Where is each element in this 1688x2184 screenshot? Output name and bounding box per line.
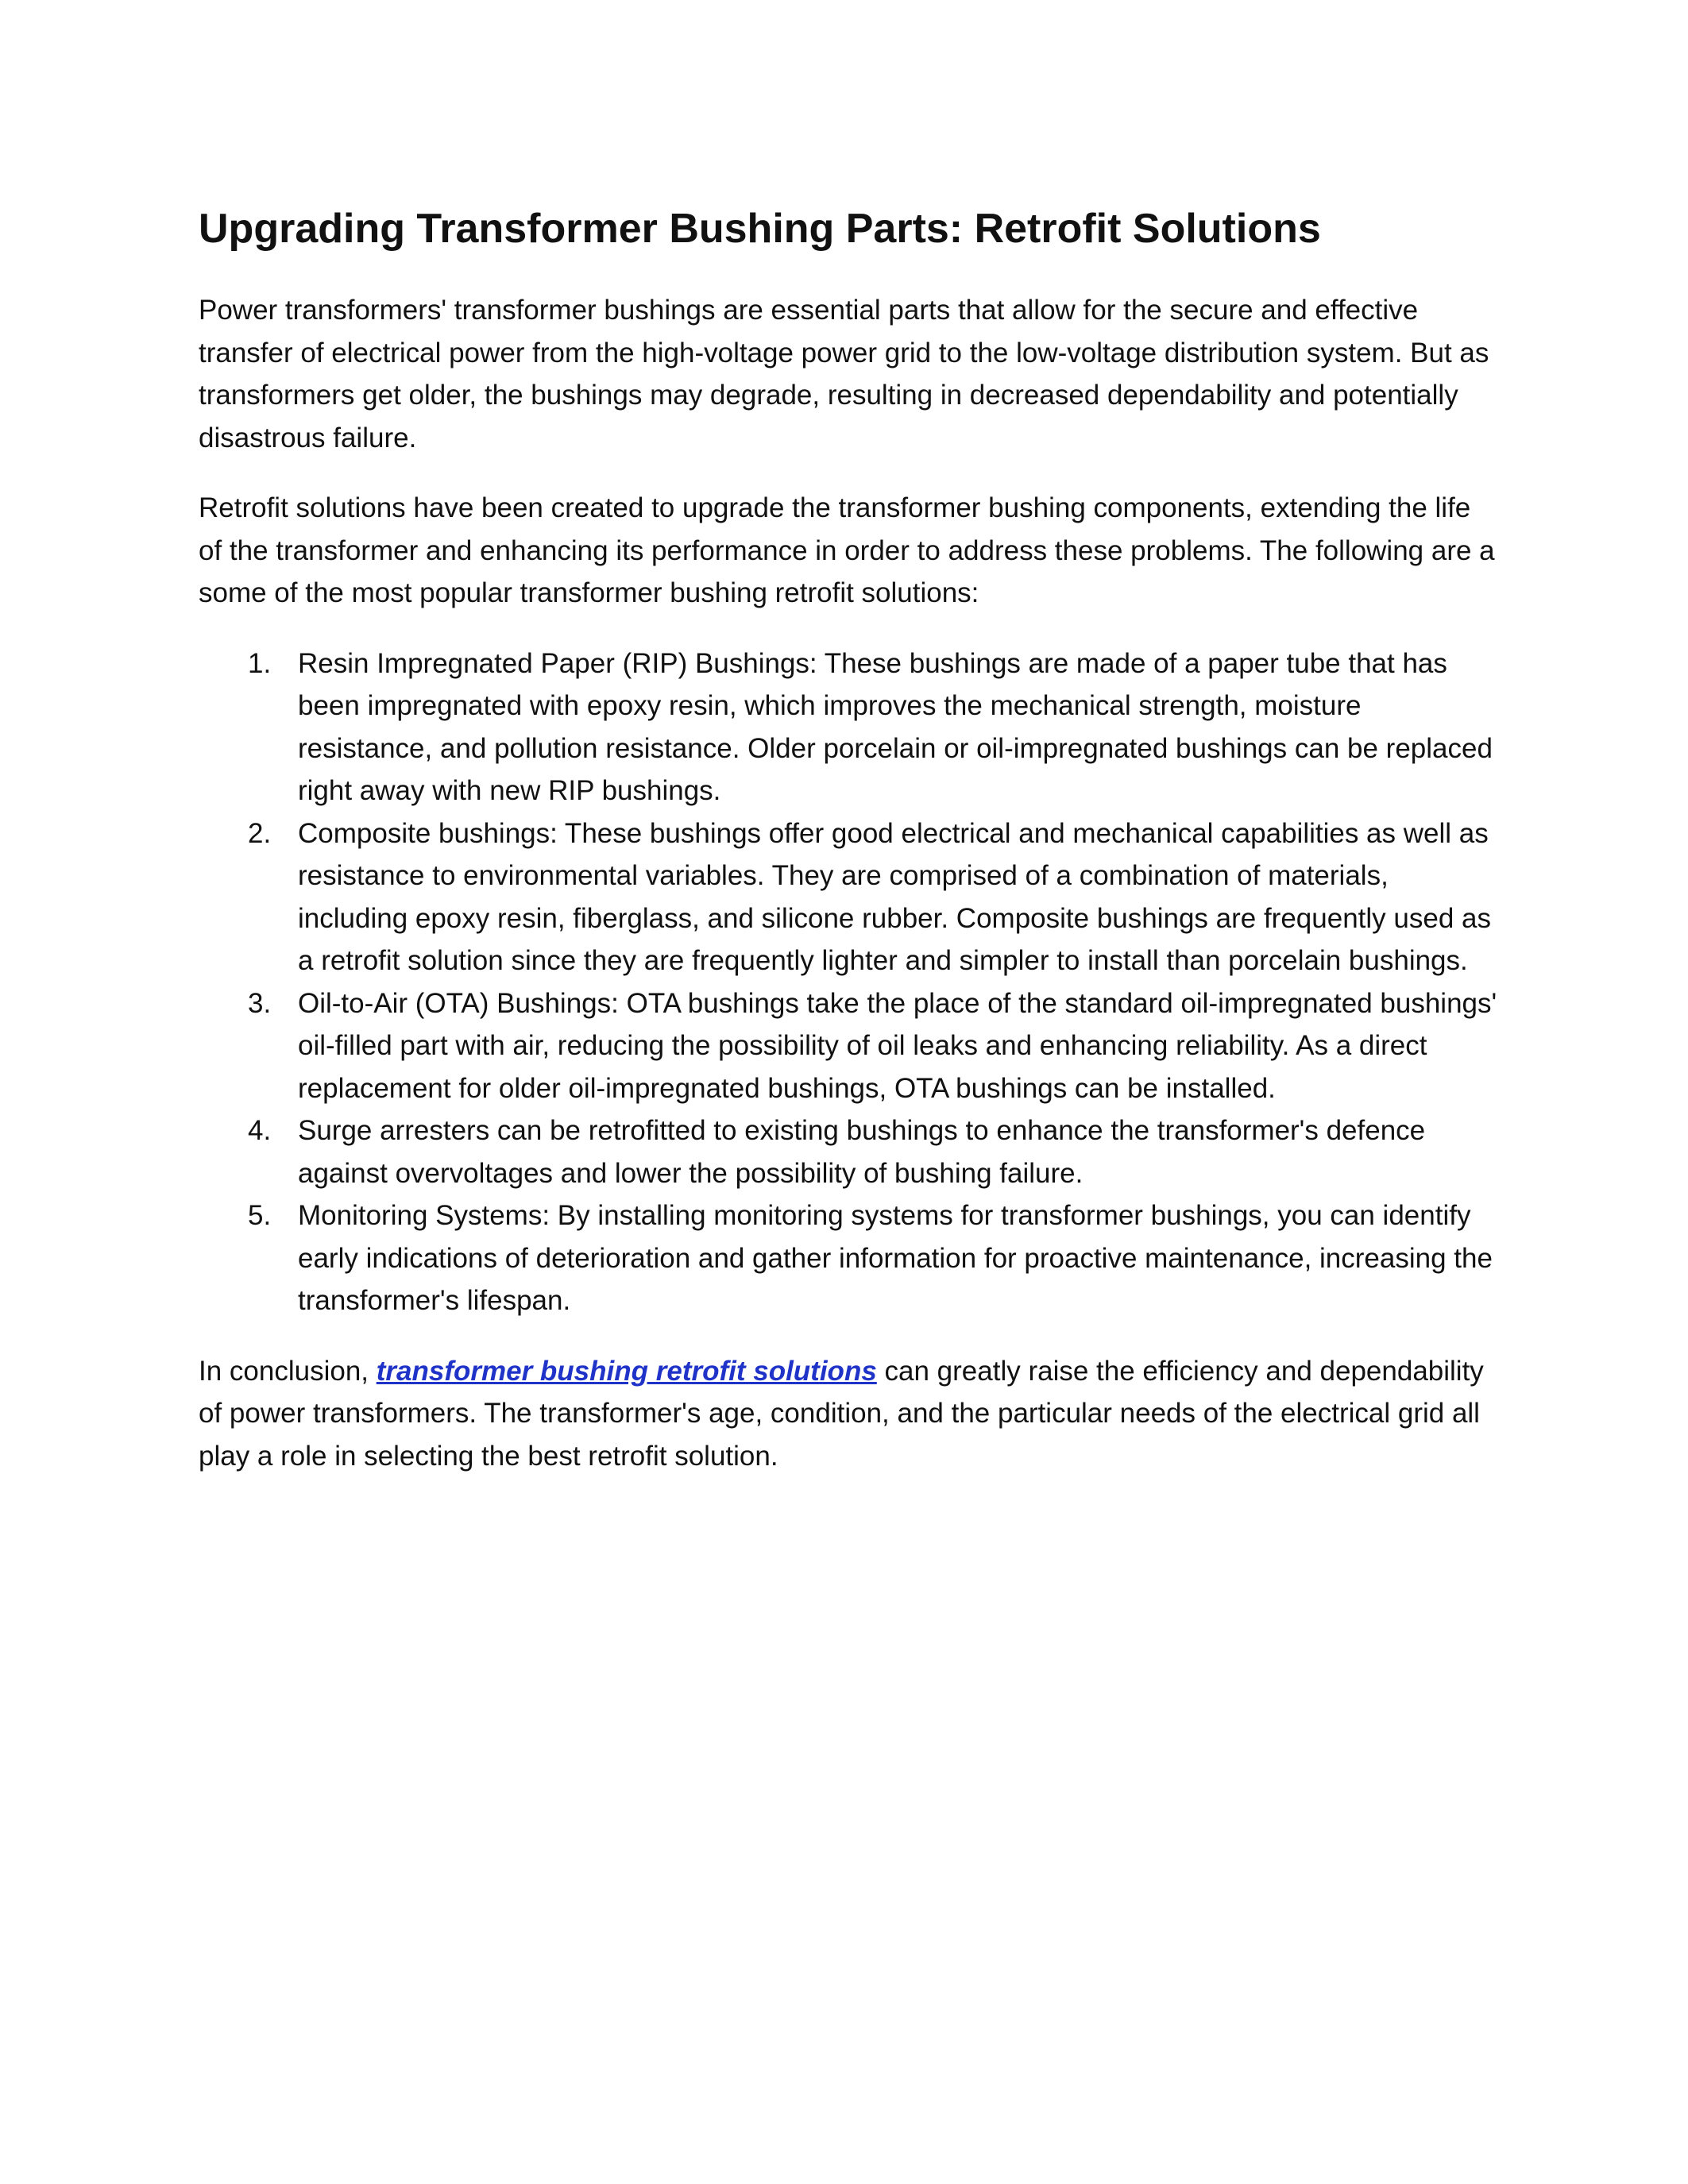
list-item-number: 3.	[248, 987, 272, 1019]
lead-in-paragraph: Retrofit solutions have been created to upgrade the transformer bushing components, extending the life of the transformer and enhancing its performance in order to address these problems. The following are a some of the most popular transformer bushing retrofit solutions:	[199, 492, 1495, 608]
list-item-number: 4.	[248, 1115, 272, 1146]
list-item	[199, 642, 1501, 812]
list-item-text: Composite bushings: These bushings offer good electrical and mechanical capabilities as well as resistance to environmental variables. They are comprised of a combination of materials, including epoxy resin, fiberglass, and silicone rubber. Composite bushings are frequently used as a retrofit solution since they are frequently lighter and simpler to install than porcelain bushings.	[298, 817, 1491, 976]
intro-paragraph: Power transformers' transformer bushings are essential parts that allow for the secure and effective transfer of electrical power from the high-voltage power grid to the low-voltage distribution system. But as transformers get older, the bushings may degrade, resulting in decreased dependability and potentially disastrous failure.	[199, 295, 1489, 453]
conclusion-paragraph	[199, 1350, 1501, 1478]
document-body	[199, 200, 1501, 1477]
list-item	[199, 1194, 1501, 1322]
conclusion-before-link: In conclusion,	[199, 1355, 377, 1387]
list-item-text: Resin Impregnated Paper (RIP) Bushings: These bushings are made of a paper tube that has been impregnated with epoxy resin, which improves the mechanical strength, moisture resistance, and pollution resistance. Older porcelain or oil-impregnated bushings can be replaced right away with new RIP bushings.	[298, 647, 1493, 806]
list-item	[199, 812, 1501, 982]
list-item-number: 5.	[248, 1200, 272, 1231]
retrofit-solutions-list	[199, 642, 1501, 1322]
retrofit-solutions-link[interactable]: transformer bushing retrofit solutions	[376, 1355, 877, 1387]
list-item-text: Surge arresters can be retrofitted to existing bushings to enhance the transformer's defence against overvoltages and lower the possibility of bushing failure.	[298, 1115, 1426, 1189]
list-item-number: 2.	[248, 817, 272, 849]
list-item-text: Oil-to-Air (OTA) Bushings: OTA bushings take the place of the standard oil-impregnated bushings' oil-filled part with air, reducing the possibility of oil leaks and enhancing reliability. As a direct replacement for older oil-impregnated bushings, OTA bushings can be installed.	[298, 987, 1497, 1104]
list-item-text: Monitoring Systems: By installing monitoring systems for transformer bushings, you can identify early indications of deterioration and gather information for proactive maintenance, increasing the transformer's lifespan.	[298, 1200, 1493, 1316]
list-item	[199, 1109, 1501, 1194]
list-item-number: 1.	[248, 647, 272, 679]
list-item	[199, 982, 1501, 1110]
conclusion-after-link: can greatly raise the efficiency and dependability of power transformers. The transformer's age, condition, and the particular needs of the electrical grid all play a role in selecting the best retrofit solution.	[199, 1355, 1484, 1472]
page-title: Upgrading Transformer Bushing Parts: Retrofit Solutions	[199, 206, 1321, 252]
